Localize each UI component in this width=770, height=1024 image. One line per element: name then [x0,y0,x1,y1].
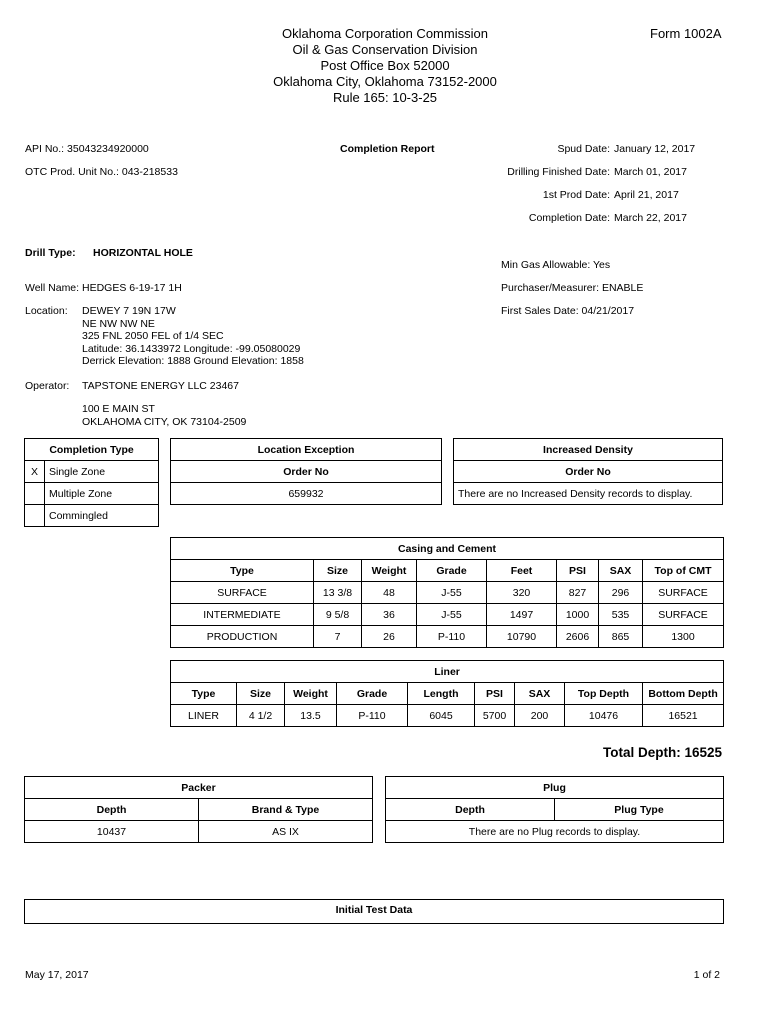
header-line: Oklahoma City, Oklahoma 73152-2000 [273,74,497,89]
casing-cell: 9 5/8 [314,604,362,626]
casing-cell: J-55 [417,604,487,626]
casing-header: Size [314,560,362,582]
location-exception-order: 659932 [171,483,442,505]
liner-cell: 16521 [643,705,724,727]
location-exception-title: Location Exception [171,439,442,461]
casing-header: PSI [557,560,599,582]
drilling-finished-date: March 01, 2017 [614,166,687,178]
casing-cell: INTERMEDIATE [171,604,314,626]
first-prod-date: April 21, 2017 [614,189,679,201]
casing-cell: 1300 [643,626,724,648]
liner-table [170,660,724,727]
operator-address [82,403,246,428]
casing-header: Type [171,560,314,582]
casing-cell: 296 [599,582,643,604]
header-line: Oil & Gas Conservation Division [292,42,478,57]
casing-header: Grade [417,560,487,582]
api-number: API No.: 35043234920000 [25,143,149,155]
table-row [171,626,724,648]
completion-option: Multiple Zone [45,483,159,505]
table-row [171,604,724,626]
casing-cell: 1497 [487,604,557,626]
location-label: Location: [25,305,68,317]
packer-header: Depth [25,799,199,821]
casing-cell: SURFACE [171,582,314,604]
operator-name: TAPSTONE ENERGY LLC 23467 [82,380,239,392]
increased-density-title: Increased Density [454,439,723,461]
packer-header: Brand & Type [199,799,373,821]
page-number: 1 of 2 [693,969,720,981]
table-row [171,582,724,604]
location-line: NE NW NW NE [82,317,155,330]
completion-type-title: Completion Type [25,439,159,461]
increased-density-table [453,438,723,505]
packer-title: Packer [25,777,373,799]
casing-cell: 1000 [557,604,599,626]
header-line: Rule 165: 10-3-25 [332,90,438,105]
liner-cell: 4 1/2 [237,705,285,727]
plug-header: Depth [386,799,555,821]
liner-title: Liner [171,661,724,683]
liner-header: Length [408,683,475,705]
liner-cell: 5700 [475,705,515,727]
casing-cell: PRODUCTION [171,626,314,648]
plug-empty: There are no Plug records to display. [386,821,724,843]
casing-cell: 827 [557,582,599,604]
casing-cell: 13 3/8 [314,582,362,604]
liner-header: SAX [515,683,565,705]
liner-cell: LINER [171,705,237,727]
casing-cell: 535 [599,604,643,626]
form-number: Form 1002A [650,26,722,41]
location-line: Latitude: 36.1433972 Longitude: -99.05080029 [82,342,301,355]
completion-type-table [24,438,159,527]
casing-cell: 48 [362,582,417,604]
first-sales-date: First Sales Date: 04/21/2017 [501,305,635,317]
casing-cell: P-110 [417,626,487,648]
liner-header: Bottom Depth [643,683,724,705]
casing-title: Casing and Cement [171,538,724,560]
header-line: Oklahoma Corporation Commission [282,26,488,41]
casing-cell: J-55 [417,582,487,604]
liner-cell: 200 [515,705,565,727]
table-row [25,821,373,843]
location-exception-table [170,438,442,505]
plug-table [385,776,724,843]
location-line: 325 FNL 2050 FEL of 1/4 SEC [82,330,224,342]
liner-cell: 10476 [565,705,643,727]
liner-header: Grade [337,683,408,705]
drill-type-label: Drill Type: [25,247,76,259]
increased-density-col: Order No [454,461,723,483]
liner-header: Weight [285,683,337,705]
table-row [171,705,724,727]
casing-cell: 2606 [557,626,599,648]
liner-cell: P-110 [337,705,408,727]
casing-cement-table [170,537,724,648]
address-line: OKLAHOMA CITY, OK 73104-2509 [82,415,247,428]
table-row [386,821,724,843]
purchaser: Purchaser/Measurer: ENABLE [501,282,644,294]
spud-date-label: Spud Date: [557,143,610,155]
total-depth: Total Depth: 16525 [602,745,722,760]
report-title: Completion Report [340,143,435,155]
otc-unit-number: OTC Prod. Unit No.: 043-218533 [25,166,178,178]
plug-title: Plug [386,777,724,799]
plug-header: Plug Type [555,799,724,821]
packer-cell: 10437 [25,821,199,843]
liner-header: Top Depth [565,683,643,705]
address-line: 100 E MAIN ST [82,403,155,415]
drill-type: HORIZONTAL HOLE [93,247,193,259]
initial-test-data-header: Initial Test Data [24,899,724,924]
completion-date: March 22, 2017 [614,212,687,224]
liner-header: PSI [475,683,515,705]
completion-option: Single Zone [45,461,159,483]
casing-cell: 7 [314,626,362,648]
liner-cell: 13.5 [285,705,337,727]
liner-header: Size [237,683,285,705]
casing-cell: 10790 [487,626,557,648]
completion-mark: X [25,461,45,483]
liner-header: Type [171,683,237,705]
packer-cell: AS IX [199,821,373,843]
completion-mark [25,483,45,505]
casing-header: Weight [362,560,417,582]
increased-density-empty: There are no Increased Density records to display. [454,483,723,505]
first-prod-label: 1st Prod Date: [542,189,610,201]
operator-label: Operator: [25,380,70,392]
casing-cell: SURFACE [643,582,724,604]
casing-cell: 320 [487,582,557,604]
well-name: Well Name: HEDGES 6-19-17 1H [25,282,182,294]
drilling-finished-label: Drilling Finished Date: [507,166,610,178]
spud-date: January 12, 2017 [614,143,696,155]
casing-cell: 26 [362,626,417,648]
location-line: DEWEY 7 19N 17W [82,305,176,317]
completion-date-label: Completion Date: [528,212,610,224]
casing-cell: 865 [599,626,643,648]
casing-cell: 36 [362,604,417,626]
location-line: Derrick Elevation: 1888 Ground Elevation: 1858 [82,355,304,367]
casing-header: Feet [487,560,557,582]
casing-cell: SURFACE [643,604,724,626]
packer-table [24,776,373,843]
min-gas-allowable: Min Gas Allowable: Yes [501,259,611,271]
location-block [82,305,304,368]
casing-header: Top of CMT [643,560,724,582]
casing-header: SAX [599,560,643,582]
location-exception-col: Order No [171,461,442,483]
completion-mark [25,505,45,527]
header-line: Post Office Box 52000 [320,58,450,73]
liner-cell: 6045 [408,705,475,727]
completion-option: Commingled [45,505,159,527]
footer-date: May 17, 2017 [25,969,89,981]
